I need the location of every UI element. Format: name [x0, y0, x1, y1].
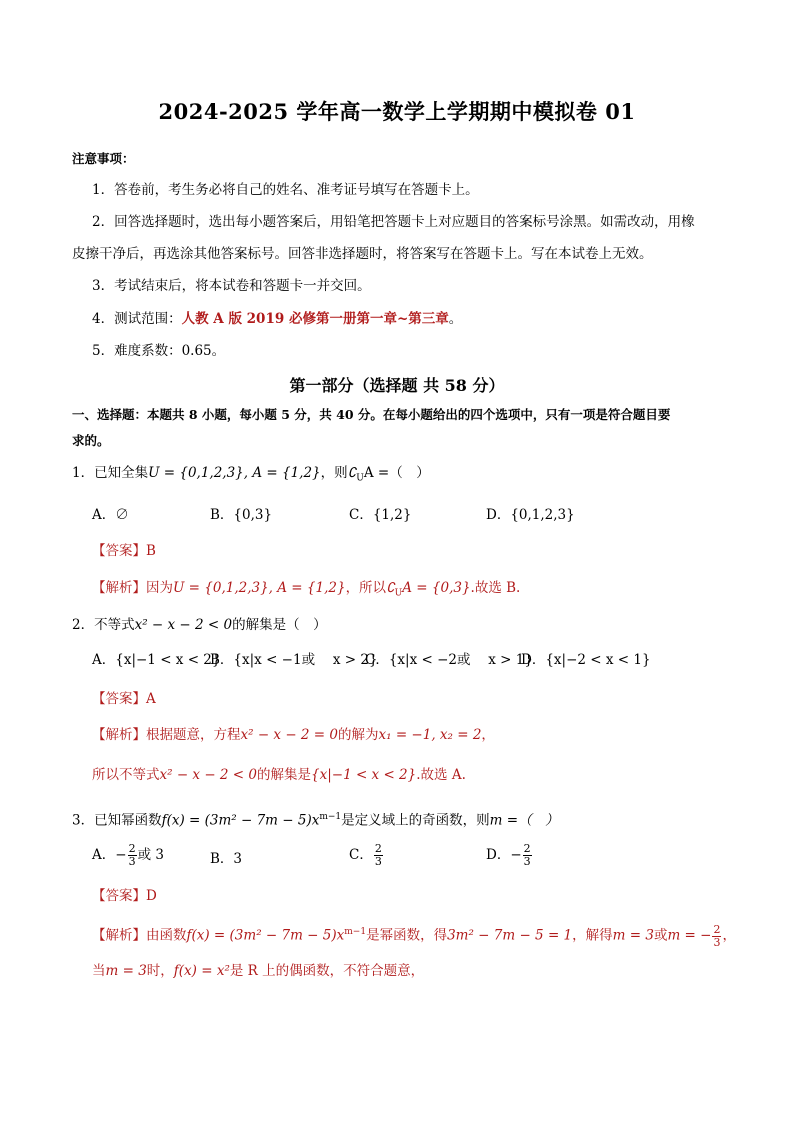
q1-answer: 【答案】B	[92, 543, 156, 559]
q2-analysis: 【解析】根据题意，方程x² − x − 2 = 0的解为x₁ = −1, x₂ = 2，	[92, 727, 495, 743]
q1-option-a: A．∅	[92, 507, 129, 523]
q3-option-c: C． $\frac{2}{3}$	[349, 842, 382, 868]
intro-line-1: 一、选择题：本题共 8 小题，每小题 5 分，共 40 分。在每小题给出的四个选项中，只有一项是符合题目要	[72, 407, 671, 422]
q1-option-d: D．{0,1,2,3}	[486, 507, 575, 523]
section-heading: 第一部分（选择题 共 58 分）	[289, 376, 505, 395]
intro-line-2: 求的。	[72, 433, 110, 448]
fraction: $\frac{2}{3}$	[374, 842, 382, 868]
q2-option-a: A．{x|−1 < x < 2}	[92, 652, 221, 668]
q2-option-d: D．{x|−2 < x < 1}	[521, 652, 651, 668]
notice-item-2a: 2．回答选择题时，选出每小题答案后，用铅笔把答题卡上对应题目的答案标号涂黑。如需改动，用橡	[92, 214, 695, 230]
page-title: 2024-2025 学年高一数学上学期期中模拟卷 01	[158, 99, 636, 124]
q2-analysis-line-2: 所以不等式x² − x − 2 < 0的解集是{x|−1 < x < 2}.故选 A.	[92, 767, 466, 783]
q3-analysis-line-2: 当m = 3时，f(x) = x²是 R 上的偶函数，不符合题意，	[92, 963, 425, 979]
q1-option-b: B．{0,3}	[210, 507, 273, 523]
q3-option-a: A．− $\frac{2}{3}$ 或 3	[92, 842, 164, 868]
q3-answer: 【答案】D	[92, 888, 157, 904]
notice-item-2b: 皮擦干净后，再选涂其他答案标号。回答非选择题时，将答案写在答题卡上。写在本试卷上无效。	[72, 246, 653, 262]
q3-stem: 3．已知幂函数$f(x) = (3m^2 - 7m - 5)x^{m-1}$是定义域上的奇函数，则m =（ ）	[72, 812, 559, 829]
q1-stem: 1．已知全集U = {0,1,2,3}, A = {1,2}，则$∁_UA$ =（ ）	[72, 465, 430, 484]
fraction: $\frac{2}{3}$	[523, 842, 531, 868]
notice-item-4: 4．测试范围：人教 A 版 2019 必修第一册第一章~第三章。	[92, 311, 463, 327]
notice-item-3: 3．考试结束后，将本试卷和答题卡一并交回。	[92, 278, 371, 294]
fraction: $\frac{2}{3}$	[128, 842, 136, 868]
fraction: $\frac{2}{3}$	[713, 922, 721, 949]
notice-item-5: 5．难度系数：0.65。	[92, 343, 226, 359]
test-scope: 人教 A 版 2019 必修第一册第一章~第三章	[181, 311, 449, 327]
q2-stem: 2．不等式x² − x − 2 < 0的解集是（ ）	[72, 617, 327, 633]
q2-answer: 【答案】A	[92, 691, 156, 707]
q3-option-b: B．3	[210, 851, 243, 867]
q2-option-b: B．{x|x < −1或 x > 2}	[210, 652, 378, 668]
q3-analysis: 【解析】由函数$f(x) = (3m^2 - 7m - 5)x^{m-1}$是幂函数，得3m² − 7m − 5 = 1，解得m = 3或m = − $\frac{2}{3}$ ，	[92, 922, 736, 949]
notice-heading: 注意事项：	[72, 151, 135, 166]
q1-analysis: 【解析】因为U = {0,1,2,3}, A = {1,2}，所以$∁_UA = \{0,3\}$.故选 B.	[92, 580, 521, 599]
notice-item-1: 1．答卷前，考生务必将自己的姓名、准考证号填写在答题卡上。	[92, 182, 479, 198]
q3-option-d: D．− $\frac{2}{3}$	[486, 842, 531, 868]
q2-option-c: C．{x|x < −2或 x > 1}	[365, 652, 533, 668]
q1-option-c: C．{1,2}	[349, 507, 412, 523]
